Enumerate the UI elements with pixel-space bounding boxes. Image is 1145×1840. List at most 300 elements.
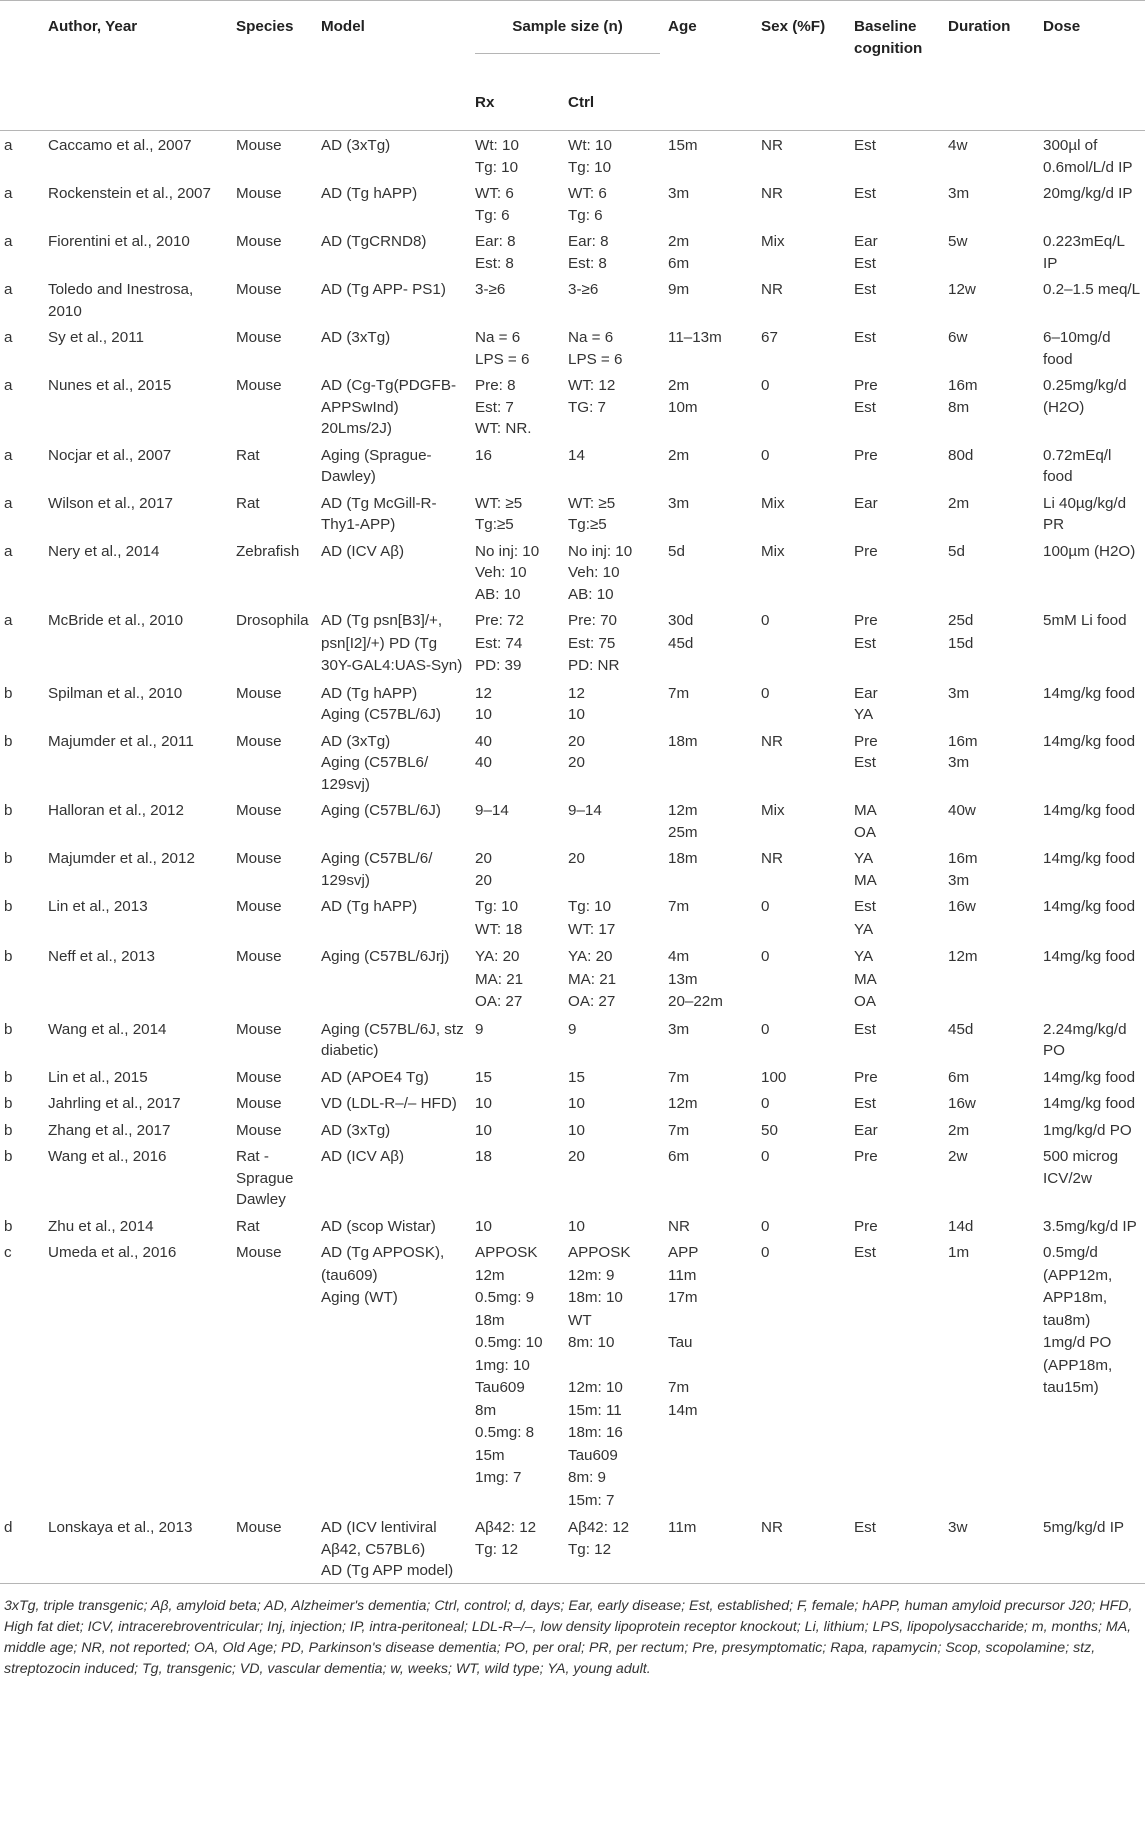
header-duration: Duration xyxy=(948,18,1011,35)
cell-dose xyxy=(1039,1513,1145,1583)
cell-duration xyxy=(944,1063,1039,1090)
header-dose: Dose xyxy=(1043,18,1081,35)
cell-text: 16 xyxy=(475,446,492,464)
cell-sex xyxy=(757,441,850,489)
cell-text: Pre xyxy=(854,1217,878,1235)
cell-text: Veh: 10 xyxy=(568,564,620,581)
cell-text: 14 xyxy=(568,446,585,464)
cell-text: 1mg: 10 xyxy=(475,1356,530,1374)
cell-sample-ctrl xyxy=(564,892,664,942)
cell-text: Tg: 6 xyxy=(568,206,603,224)
cell-text: MA: 21 xyxy=(475,970,524,988)
cell-text: 18m: 10 xyxy=(568,1289,623,1306)
cell-text: Est xyxy=(854,754,876,771)
cell-text: Pre xyxy=(854,732,878,750)
cell-dose xyxy=(1039,131,1145,180)
cell-text: Mouse xyxy=(236,948,282,965)
cell-text: b xyxy=(4,1217,13,1235)
cell-author-year xyxy=(42,179,232,227)
cell-sex xyxy=(757,1089,850,1116)
cell-duration xyxy=(944,1238,1039,1513)
table-footnote: 3xTg, triple transgenic; Aβ, amyloid beta; AD, Alzheimer's dementia; Ctrl, control; d, days; Ear, early disease; Est, established; F, female; hAPP, human amyloid precursor J20; HFD, High fat diet; ICV, intracerebroventricular; Inj, injection; IP, intra-peritoneal; LDL-R–/–, low density lipoprotein receptor knockout; Li, lithium; LPS, lipopolysaccharide; m, months; MA, middle age; NR, not reported; OA, Old Age; PD, Parkinson's disease dementia; PO, per oral; PR, per rectum; Pre, presymptomatic; Rapa, rapamycin; Scop, scopolamine; stz, streptozocin induced; Tg, transgenic; VD, vascular dementia; w, weeks; WT, wild type; YA, young adult. xyxy=(4,1597,1133,1677)
cell-text: 6m xyxy=(948,1068,970,1086)
cell-text: AD (Tg hAPP) xyxy=(321,898,418,915)
cell-text: 45d xyxy=(668,634,694,652)
cell-dose xyxy=(1039,844,1145,892)
cell-author-year xyxy=(42,537,232,607)
cell-group xyxy=(0,489,42,537)
cell-text: Mouse xyxy=(236,233,282,250)
cell-text: 1mg: 7 xyxy=(475,1469,522,1486)
cell-text: 7m xyxy=(668,1121,690,1139)
header-ctrl: Ctrl xyxy=(568,94,595,111)
cell-text: 12m xyxy=(948,948,978,965)
cell-text: No inj: 10 xyxy=(568,542,633,560)
cell-sample-rx xyxy=(471,179,564,227)
cell-text: 500 microg ICV/2w xyxy=(1043,1148,1123,1187)
cell-baseline-cognition xyxy=(850,1513,944,1583)
cell-duration xyxy=(944,844,1039,892)
cell-text: PD: 39 xyxy=(475,657,522,674)
cell-baseline-cognition xyxy=(850,1238,944,1513)
cell-sample-ctrl xyxy=(564,537,664,607)
cell-duration xyxy=(944,1116,1039,1143)
cell-text: 7m xyxy=(668,1379,690,1396)
header-age: Age xyxy=(668,18,697,35)
cell-text: Na = 6 xyxy=(568,329,614,346)
cell-text: Wilson et al., 2017 xyxy=(48,494,173,512)
cell-text: AD (3xTg) xyxy=(321,329,391,346)
cell-model xyxy=(317,606,471,679)
cell-text: AD (TgCRND8) xyxy=(321,233,427,250)
cell-text xyxy=(568,1355,660,1378)
cell-text: YA: 20 xyxy=(568,948,613,965)
cell-author-year xyxy=(42,1513,232,1583)
cell-text: b xyxy=(4,1121,13,1139)
cell-text: Mouse xyxy=(236,185,282,202)
cell-author-year xyxy=(42,606,232,679)
cell-text: a xyxy=(4,377,13,394)
cell-text: 3m xyxy=(948,684,970,702)
cell-text: Sy et al., 2011 xyxy=(48,329,144,346)
cell-text: 14mg/kg food xyxy=(1043,850,1136,867)
cell-text: APP xyxy=(668,1244,699,1261)
header-model: Model xyxy=(321,18,365,35)
cell-age xyxy=(664,606,757,679)
cell-sex xyxy=(757,1238,850,1513)
cell-age xyxy=(664,179,757,227)
cell-species xyxy=(232,1212,317,1239)
cell-text: 16m xyxy=(948,732,978,750)
cell-text: AD (APOE4 Tg) xyxy=(321,1068,429,1086)
cell-text: PD: NR xyxy=(568,657,620,674)
cell-group xyxy=(0,1238,42,1513)
cell-text: 2m xyxy=(668,446,690,464)
cell-text: a xyxy=(4,233,13,250)
cell-text: AD (ICV lentiviral Aβ42, C57BL6) xyxy=(321,1519,441,1558)
cell-text: Aging (C57BL/6J) xyxy=(321,802,441,819)
cell-text: 40 xyxy=(475,754,492,771)
cell-sex xyxy=(757,679,850,727)
cell-dose xyxy=(1039,796,1145,844)
table-row xyxy=(0,1116,1145,1143)
cell-text: 10 xyxy=(568,706,585,723)
cell-sample-ctrl xyxy=(564,1089,664,1116)
cell-age xyxy=(664,1212,757,1239)
cell-age xyxy=(664,679,757,727)
cell-text: 0 xyxy=(761,1148,770,1165)
cell-author-year xyxy=(42,227,232,275)
cell-baseline-cognition xyxy=(850,323,944,371)
cell-text: 12m xyxy=(668,1095,698,1112)
cell-text: 10 xyxy=(475,1121,492,1139)
cell-dose xyxy=(1039,371,1145,441)
cell-species xyxy=(232,275,317,323)
cell-text: WT: NR. xyxy=(475,420,532,437)
cell-text: Pre xyxy=(854,1068,878,1086)
cell-text: a xyxy=(4,137,13,154)
cell-sample-rx xyxy=(471,1063,564,1090)
cell-model xyxy=(317,1238,471,1513)
cell-group xyxy=(0,179,42,227)
cell-text: b xyxy=(4,1020,13,1038)
cell-text: 10m xyxy=(668,398,698,416)
table-row xyxy=(0,844,1145,892)
cell-age xyxy=(664,1116,757,1143)
cell-text: NR xyxy=(761,732,783,750)
cell-text: Aging (C57BL/6/ 129svj) xyxy=(321,850,437,889)
cell-dose xyxy=(1039,537,1145,607)
cell-text: Rat xyxy=(236,494,260,512)
cell-text: Pre xyxy=(854,446,878,464)
cell-text: 10 xyxy=(568,1095,585,1112)
cell-group xyxy=(0,727,42,797)
cell-group xyxy=(0,1063,42,1090)
table-row xyxy=(0,131,1145,180)
cell-group xyxy=(0,844,42,892)
table-row xyxy=(0,727,1145,797)
cell-dose xyxy=(1039,1238,1145,1513)
cell-text: Mouse xyxy=(236,1244,282,1261)
cell-text: Halloran et al., 2012 xyxy=(48,802,184,819)
cell-text: Aging (C57BL6/ 129svj) xyxy=(321,754,433,793)
cell-text: 4m xyxy=(668,948,690,965)
cell-dose xyxy=(1039,727,1145,797)
cell-sex xyxy=(757,323,850,371)
cell-age xyxy=(664,1142,757,1212)
cell-sex xyxy=(757,1513,850,1583)
cell-text: 12m xyxy=(668,802,698,819)
cell-model xyxy=(317,131,471,180)
cell-sample-rx xyxy=(471,441,564,489)
table-row xyxy=(0,1063,1145,1090)
cell-text: Pre xyxy=(854,1148,878,1165)
cell-duration xyxy=(944,727,1039,797)
cell-text: 40 xyxy=(475,732,492,750)
cell-text: Est: 74 xyxy=(475,634,523,652)
cell-text: 18m xyxy=(668,850,698,867)
cell-text: 3-≥6 xyxy=(568,281,599,298)
cell-text: 0 xyxy=(761,684,770,702)
cell-model xyxy=(317,1063,471,1090)
cell-text: 3m xyxy=(668,1020,690,1038)
cell-text: Mouse xyxy=(236,898,282,915)
cell-species xyxy=(232,227,317,275)
cell-text: Est: 7 xyxy=(475,398,514,416)
cell-text: 14mg/kg food xyxy=(1043,732,1136,750)
cell-text: 100µm (H2O) xyxy=(1043,542,1136,560)
cell-baseline-cognition xyxy=(850,275,944,323)
cell-text: Tg: 10 xyxy=(475,158,519,176)
cell-text: Nocjar et al., 2007 xyxy=(48,446,172,464)
cell-sample-rx xyxy=(471,489,564,537)
cell-age xyxy=(664,1015,757,1063)
cell-text: 18m xyxy=(475,1311,505,1329)
cell-duration xyxy=(944,489,1039,537)
cell-age xyxy=(664,275,757,323)
cell-duration xyxy=(944,679,1039,727)
cell-text: NR xyxy=(761,281,783,298)
cell-text: 14mg/kg food xyxy=(1043,948,1136,965)
cell-text: 16w xyxy=(948,898,976,915)
cell-text: 0.72mEq/l food xyxy=(1043,446,1116,485)
cell-age xyxy=(664,323,757,371)
cell-text: Ear: 8 xyxy=(475,233,516,250)
cell-author-year xyxy=(42,323,232,371)
cell-text: 15d xyxy=(948,634,974,652)
cell-text: Rat xyxy=(236,446,260,464)
cell-text: 3m xyxy=(948,754,970,771)
cell-duration xyxy=(944,179,1039,227)
cell-text: Fiorentini et al., 2010 xyxy=(48,233,190,250)
cell-text: b xyxy=(4,850,13,867)
cell-species xyxy=(232,844,317,892)
cell-dose xyxy=(1039,1116,1145,1143)
cell-duration xyxy=(944,606,1039,679)
cell-text: AD (Tg psn[B3]/+, psn[I2]/+) PD (Tg 30Y-GAL4:UAS-Syn) xyxy=(321,612,463,674)
cell-species xyxy=(232,1142,317,1212)
cell-text: 3w xyxy=(948,1519,968,1536)
cell-text: Mouse xyxy=(236,329,282,346)
cell-text: 12 xyxy=(568,684,585,702)
cell-text: Rat - Sprague Dawley xyxy=(236,1148,298,1208)
cell-text: Est: 75 xyxy=(568,634,616,652)
cell-text: Mouse xyxy=(236,1121,282,1139)
cell-text: Ear xyxy=(854,494,878,512)
cell-model xyxy=(317,679,471,727)
cell-text: 7m xyxy=(668,684,690,702)
cell-text: Aging (C57BL/6J) xyxy=(321,706,441,723)
cell-text: WT: 6 xyxy=(475,185,514,202)
cell-text: Est: 8 xyxy=(568,254,607,272)
cell-duration xyxy=(944,1142,1039,1212)
cell-model xyxy=(317,179,471,227)
cell-text xyxy=(668,1310,753,1333)
header-sex: Sex (%F) xyxy=(761,18,826,35)
cell-group xyxy=(0,1212,42,1239)
cell-author-year xyxy=(42,1015,232,1063)
cell-text: a xyxy=(4,494,13,512)
cell-group xyxy=(0,131,42,180)
cell-sample-rx xyxy=(471,323,564,371)
cell-text: 14mg/kg food xyxy=(1043,1095,1136,1112)
cell-text: 12m: 10 xyxy=(568,1379,623,1396)
cell-sex xyxy=(757,275,850,323)
cell-text: AD (3xTg) xyxy=(321,137,391,154)
cell-text: 25d xyxy=(948,612,974,629)
cell-sex xyxy=(757,844,850,892)
cell-text: AB: 10 xyxy=(568,585,614,603)
cell-sample-ctrl xyxy=(564,679,664,727)
cell-sex xyxy=(757,537,850,607)
cell-text: b xyxy=(4,1095,13,1112)
cell-text: 0 xyxy=(761,898,770,915)
cell-dose xyxy=(1039,1015,1145,1063)
cell-text: Wang et al., 2014 xyxy=(48,1020,167,1038)
cell-species xyxy=(232,606,317,679)
cell-sample-rx xyxy=(471,371,564,441)
cell-text: YA: 20 xyxy=(475,948,520,965)
table-row xyxy=(0,796,1145,844)
cell-text: 0 xyxy=(761,446,770,464)
cell-text: Tau609 xyxy=(475,1379,525,1396)
cell-text: 11–13m xyxy=(668,329,722,346)
cell-text: Est xyxy=(854,185,876,202)
cell-model xyxy=(317,537,471,607)
table-row xyxy=(0,1513,1145,1583)
table-row xyxy=(0,441,1145,489)
cell-sample-ctrl xyxy=(564,1212,664,1239)
cell-text: OA: 27 xyxy=(568,993,616,1010)
cell-sample-ctrl xyxy=(564,441,664,489)
header-species: Species xyxy=(236,18,294,35)
cell-text: NR xyxy=(761,1519,783,1536)
cell-duration xyxy=(944,796,1039,844)
cell-text: 10 xyxy=(475,1217,492,1235)
cell-text: Mix xyxy=(761,802,785,819)
cell-author-year xyxy=(42,1212,232,1239)
cell-text: 9m xyxy=(668,281,690,298)
cell-species xyxy=(232,537,317,607)
cell-text: Lin et al., 2015 xyxy=(48,1068,148,1086)
cell-text: 10 xyxy=(568,1121,585,1139)
cell-model xyxy=(317,727,471,797)
cell-text: 9 xyxy=(475,1020,484,1038)
cell-text: Wt: 10 xyxy=(475,137,519,154)
cell-text: b xyxy=(4,948,13,965)
cell-text: Majumder et al., 2011 xyxy=(48,732,194,750)
cell-baseline-cognition xyxy=(850,1063,944,1090)
cell-text: 17m xyxy=(668,1289,698,1306)
cell-text: 5mM Li food xyxy=(1043,612,1127,629)
cell-text: 8m xyxy=(948,398,970,416)
cell-model xyxy=(317,1015,471,1063)
cell-text: 12w xyxy=(948,281,976,298)
cell-text: WT: 6 xyxy=(568,185,607,202)
cell-text: Toledo and Inestrosa, 2010 xyxy=(48,281,198,320)
cell-sample-ctrl xyxy=(564,796,664,844)
cell-sex xyxy=(757,892,850,942)
cell-duration xyxy=(944,441,1039,489)
cell-sample-ctrl xyxy=(564,1116,664,1143)
cell-text: 10 xyxy=(568,1217,585,1235)
cell-sex xyxy=(757,796,850,844)
cell-model xyxy=(317,323,471,371)
cell-text: Mouse xyxy=(236,137,282,154)
cell-dose xyxy=(1039,1142,1145,1212)
cell-species xyxy=(232,1116,317,1143)
cell-text: YA xyxy=(854,850,874,867)
cell-species xyxy=(232,1238,317,1513)
cell-text: Mouse xyxy=(236,802,282,819)
cell-dose xyxy=(1039,179,1145,227)
cell-text: d xyxy=(4,1519,13,1536)
cell-sex xyxy=(757,727,850,797)
table-row xyxy=(0,1238,1145,1513)
cell-text: AD (Tg McGill-R-Thy1-APP) xyxy=(321,494,437,533)
cell-text: 6–10mg/d food xyxy=(1043,329,1115,368)
cell-species xyxy=(232,131,317,180)
cell-text: 15m xyxy=(475,1446,505,1464)
cell-text: Tau609 xyxy=(568,1446,618,1464)
cell-text: 10 xyxy=(475,706,492,723)
cell-text: 15 xyxy=(568,1068,585,1086)
cell-author-year xyxy=(42,1089,232,1116)
cell-age xyxy=(664,892,757,942)
cell-sample-rx xyxy=(471,727,564,797)
cell-text: 0 xyxy=(761,1244,770,1261)
cell-text: AD (Tg hAPP) xyxy=(321,185,418,202)
cell-text: Na = 6 xyxy=(475,329,521,346)
cell-dose xyxy=(1039,892,1145,942)
table-row xyxy=(0,1015,1145,1063)
cell-text: 4w xyxy=(948,137,968,154)
cell-text: APPOSK xyxy=(568,1244,631,1261)
cell-text: AD (ICV Aβ) xyxy=(321,542,404,560)
cell-text: Mouse xyxy=(236,732,282,750)
cell-text: Mouse xyxy=(236,377,282,394)
cell-text: AD (Tg APPOSK), (tau609) xyxy=(321,1244,449,1284)
cell-text: Tg:≥5 xyxy=(475,516,514,533)
cell-author-year xyxy=(42,131,232,180)
cell-text: 0.5mg/d (APP12m, APP18m, tau8m) xyxy=(1043,1244,1116,1329)
cell-text: 16m xyxy=(948,377,978,394)
cell-text: 1mg/kg/d PO xyxy=(1043,1121,1132,1139)
cell-text: 16m xyxy=(948,850,978,867)
cell-text: Est xyxy=(854,137,876,154)
cell-group xyxy=(0,441,42,489)
cell-text: 0.223mEq/L IP xyxy=(1043,233,1129,272)
cell-text: Est xyxy=(854,634,876,652)
cell-text: Est xyxy=(854,1020,876,1038)
table-row xyxy=(0,892,1145,942)
cell-text: 2m xyxy=(668,233,690,250)
table-row xyxy=(0,275,1145,323)
cell-text: Mouse xyxy=(236,1020,282,1038)
cell-sample-ctrl xyxy=(564,606,664,679)
cell-text: YA xyxy=(854,948,874,965)
cell-text: Jahrling et al., 2017 xyxy=(48,1095,181,1112)
cell-author-year xyxy=(42,1238,232,1513)
cell-text: 0 xyxy=(761,948,770,965)
cell-text: Wt: 10 xyxy=(568,137,612,154)
cell-text: 5mg/kg/d IP xyxy=(1043,1519,1125,1536)
cell-text: WT: ≥5 xyxy=(568,494,616,512)
table-row xyxy=(0,371,1145,441)
cell-text: OA xyxy=(854,823,876,841)
cell-baseline-cognition xyxy=(850,727,944,797)
cell-sample-ctrl xyxy=(564,1063,664,1090)
